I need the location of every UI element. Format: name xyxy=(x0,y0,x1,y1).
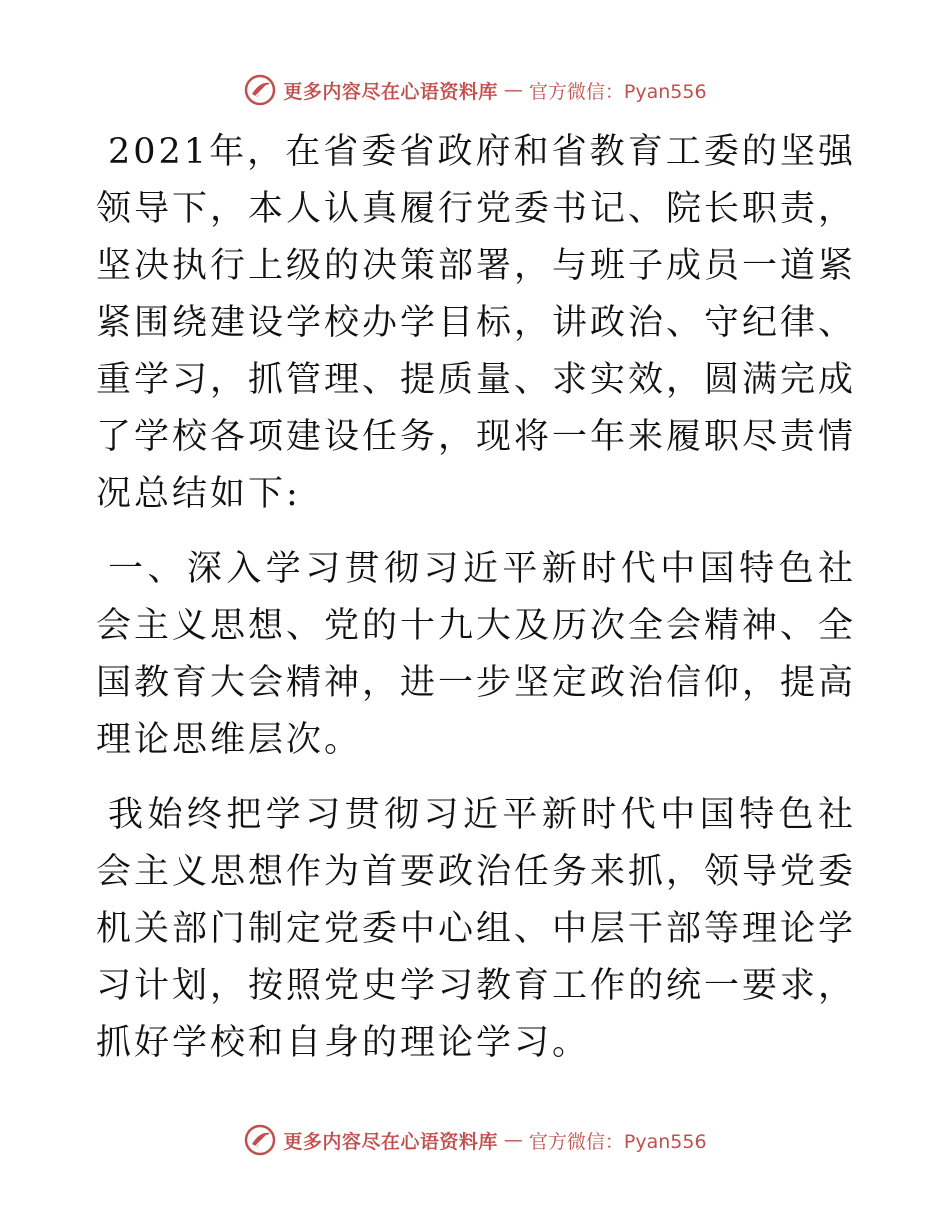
header-banner-wechat: 官方微信：Pyan556 xyxy=(528,80,707,103)
logo-icon xyxy=(243,1123,277,1157)
footer-banner-wechat: 官方微信：Pyan556 xyxy=(528,1130,707,1153)
paragraph-intro: 2021年，在省委省政府和省教育工委的坚强领导下，本人认真履行党委书记、院长职责，坚决执行上级的决策部署，与班子成员一道紧紧围绕建设学校办学目标，讲政治、守纪律、重学习，抓管理、提质量、求实效，圆满完成了学校各项建设任务，现将一年来履职尽责情况总结如下: xyxy=(96,132,857,514)
footer-banner-text: 更多内容尽在心语资料库 xyxy=(283,1130,498,1153)
paragraph-section-heading: 一、深入学习贯彻习近平新时代中国特色社会主义思想、党的十九大及历次全会精神、全国教育大会精神，进一步坚定政治信仰，提高理论思维层次。 xyxy=(96,549,857,760)
document-body xyxy=(96,124,856,1090)
header-banner xyxy=(0,70,950,110)
logo-icon xyxy=(243,73,277,107)
footer-banner-separator: — xyxy=(503,1129,523,1151)
header-banner-text: 更多内容尽在心语资料库 xyxy=(283,80,498,103)
paragraph-study: 我始终把学习贯彻习近平新时代中国特色社会主义思想作为首要政治任务来抓，领导党委机关部门制定党委中心组、中层干部等理论学习计划，按照党史学习教育工作的统一要求，抓好学校和自身的理论学习。 xyxy=(96,795,857,1063)
footer-banner xyxy=(0,1120,950,1160)
header-banner-separator: — xyxy=(503,79,523,101)
